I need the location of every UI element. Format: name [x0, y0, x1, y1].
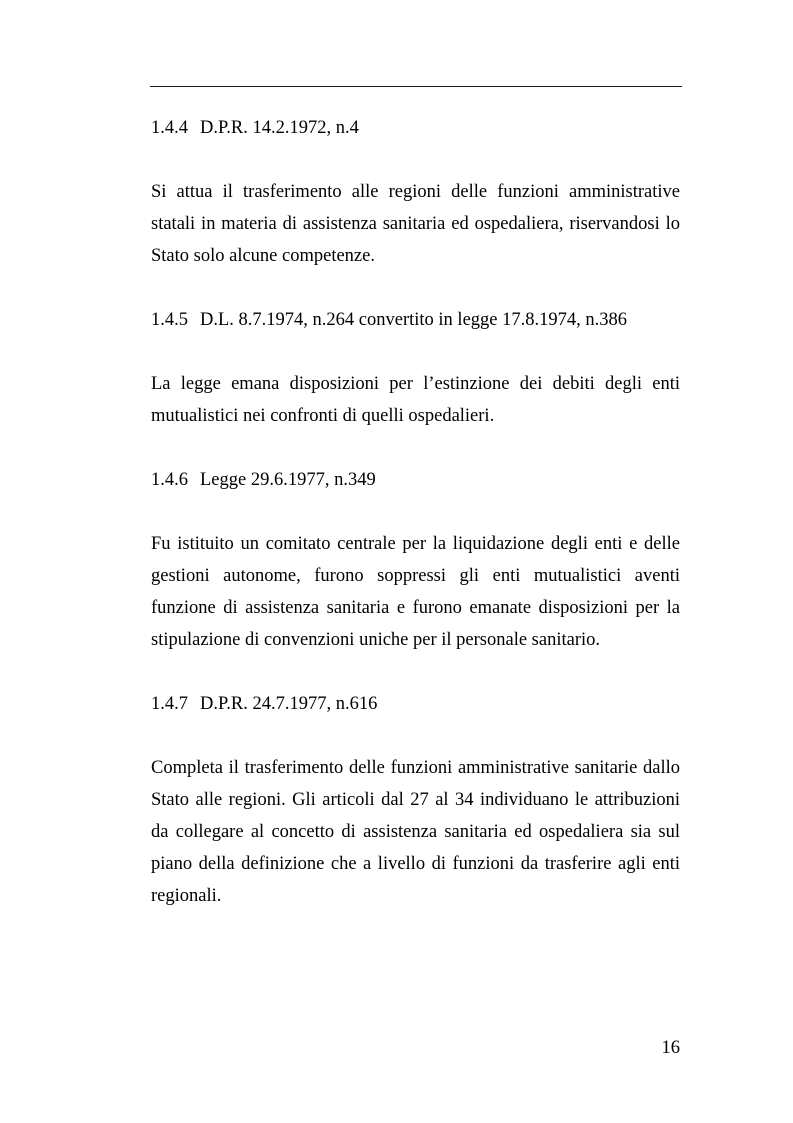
section-heading [151, 112, 680, 144]
paragraph-line: stipulazione di convenzioni uniche per il personale sanitario. [151, 630, 600, 650]
section-title: Legge 29.6.1977, n.349 [200, 470, 376, 490]
section-paragraph [151, 528, 680, 656]
section-heading [151, 304, 680, 336]
paragraph-line: mutualistici nei confronti di quelli ospedalieri. [151, 406, 495, 426]
section-title: D.P.R. 14.2.1972, n.4 [200, 118, 359, 138]
section-number: 1.4.6 [151, 470, 188, 490]
paragraph-line: Stato solo alcune competenze. [151, 246, 375, 266]
section-paragraph [151, 176, 680, 272]
section-heading [151, 688, 680, 720]
paragraph-line: Fu istituito un comitato centrale per la liquidazione degli enti e delle [151, 534, 680, 554]
paragraph-line: gestioni autonome, furono soppressi gli enti mutualistici aventi [151, 566, 680, 586]
page-number: 16 [661, 1038, 680, 1058]
paragraph-line: statali in materia di assistenza sanitaria ed ospedaliera, riservandosi lo [151, 214, 680, 234]
header-rule [150, 86, 682, 87]
section-paragraph [151, 368, 680, 432]
paragraph-line: Stato alle regioni. Gli articoli dal 27 al 34 individuano le attribuzioni [151, 790, 680, 810]
section-number: 1.4.7 [151, 694, 188, 714]
section-paragraph [151, 752, 680, 912]
paragraph-line: funzione di assistenza sanitaria e furono emanate disposizioni per la [151, 598, 680, 618]
paragraph-line: da collegare al concetto di assistenza sanitaria ed ospedaliera sia sul [151, 822, 680, 842]
paragraph-line: piano della definizione che a livello di funzioni da trasferire agli enti [151, 854, 680, 874]
section-title: D.L. 8.7.1974, n.264 convertito in legge 17.8.1974, n.386 [200, 310, 627, 330]
paragraph-line: Si attua il trasferimento alle regioni delle funzioni amministrative [151, 182, 680, 202]
section-number: 1.4.4 [151, 118, 188, 138]
paragraph-line: La legge emana disposizioni per l’estinzione dei debiti degli enti [151, 374, 680, 394]
section-number: 1.4.5 [151, 310, 188, 330]
paragraph-line: regionali. [151, 886, 222, 906]
document-body [151, 112, 680, 944]
section-heading [151, 464, 680, 496]
paragraph-line: Completa il trasferimento delle funzioni amministrative sanitarie dallo [151, 758, 680, 778]
section-title: D.P.R. 24.7.1977, n.616 [200, 694, 378, 714]
